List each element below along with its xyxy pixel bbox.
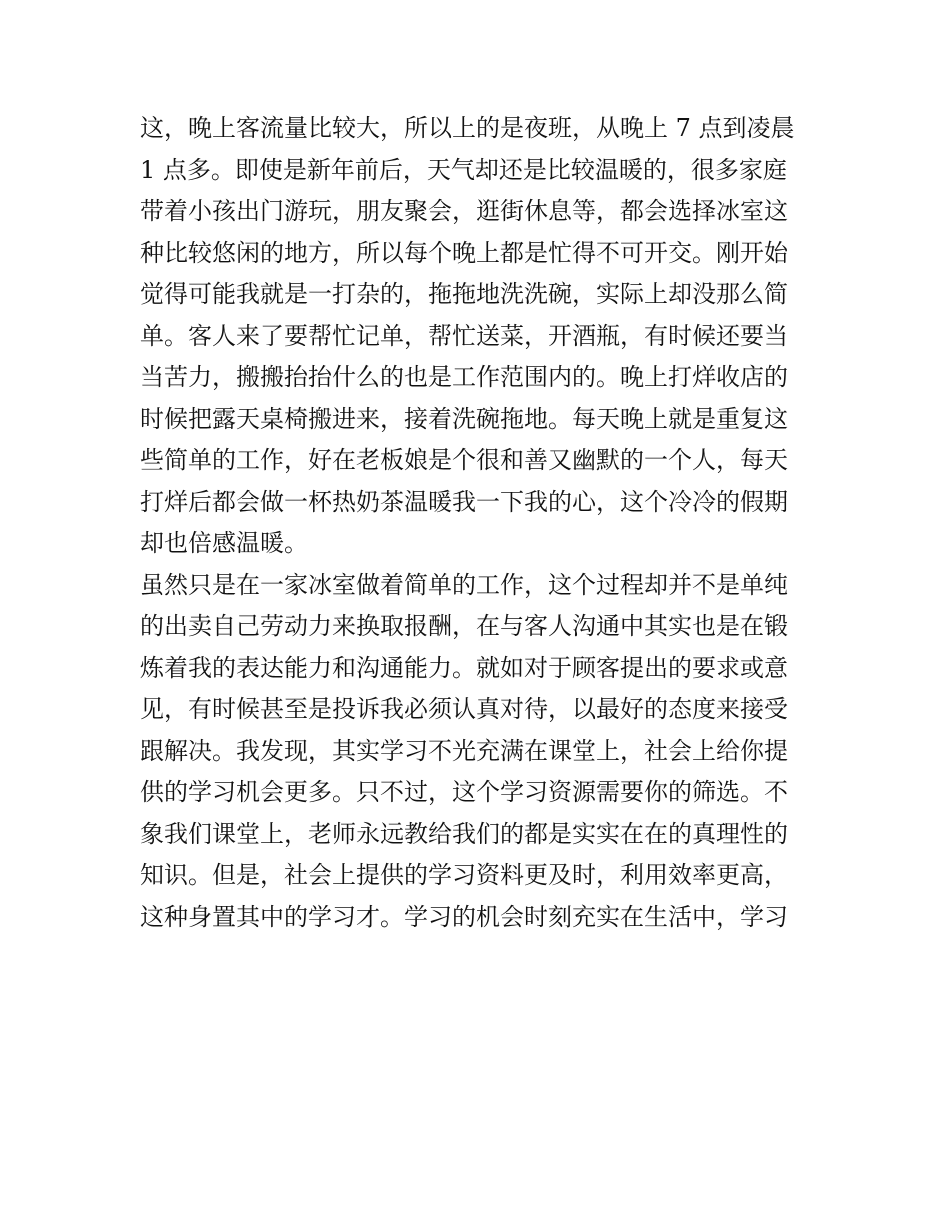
text-line: 见，有时候甚至是投诉我必须认真对待，以最好的态度来接受: [140, 695, 788, 723]
text-line: 知识。但是，社会上提供的学习资料更及时，利用效率更高，: [140, 861, 788, 889]
text-line: 时候把露天桌椅搬进来，接着洗碗拖地。每天晚上就是重复这: [140, 404, 788, 433]
body-text: [140, 108, 820, 938]
text-line: 打烊后都会做一杯热奶茶温暖我一下我的心，这个冷冷的假期: [140, 487, 788, 516]
text-line: 单。客人来了要帮忙记单，帮忙送菜，开酒瓶，有时候还要当: [140, 321, 788, 350]
text-line: 这，晚上客流量比较大，所以上的是夜班，从晚上 7 点到凌晨: [140, 114, 795, 142]
text-line: 带着小孩出门游玩，朋友聚会，逛街休息等，都会选择冰室这: [140, 197, 788, 225]
text-line: 炼着我的表达能力和沟通能力。就如对于顾客提出的要求或意: [140, 653, 788, 682]
text-line: 些简单的工作，好在老板娘是个很和善又幽默的一个人，每天: [140, 446, 788, 474]
text-line: 当苦力，搬搬抬抬什么的也是工作范围内的。晚上打烊收店的: [140, 363, 788, 391]
text-line: 供的学习机会更多。只不过，这个学习资源需要你的筛选。不: [140, 778, 788, 806]
text-line: 跟解决。我发现，其实学习不光充满在课堂上，社会上给你提: [140, 736, 788, 765]
text-line: 1 点多。即使是新年前后，天气却还是比较温暖的，很多家庭: [140, 155, 787, 184]
text-line: 却也倍感温暖。: [140, 529, 308, 557]
text-line: 的出卖自己劳动力来换取报酬，在与客人沟通中其实也是在锻: [140, 612, 788, 640]
text-line: 象我们课堂上，老师永远教给我们的都是实实在在的真理性的: [140, 819, 788, 848]
text-line: 虽然只是在一家冰室做着简单的工作，这个过程却并不是单纯: [140, 570, 788, 599]
text-line: 种比较悠闲的地方，所以每个晚上都是忙得不可开交。刚开始: [140, 238, 788, 267]
text-line: 这种身置其中的学习才。学习的机会时刻充实在生活中，学习: [140, 902, 788, 931]
text-line: 觉得可能我就是一打杂的，拖拖地洗洗碗，实际上却没那么简: [140, 280, 788, 308]
